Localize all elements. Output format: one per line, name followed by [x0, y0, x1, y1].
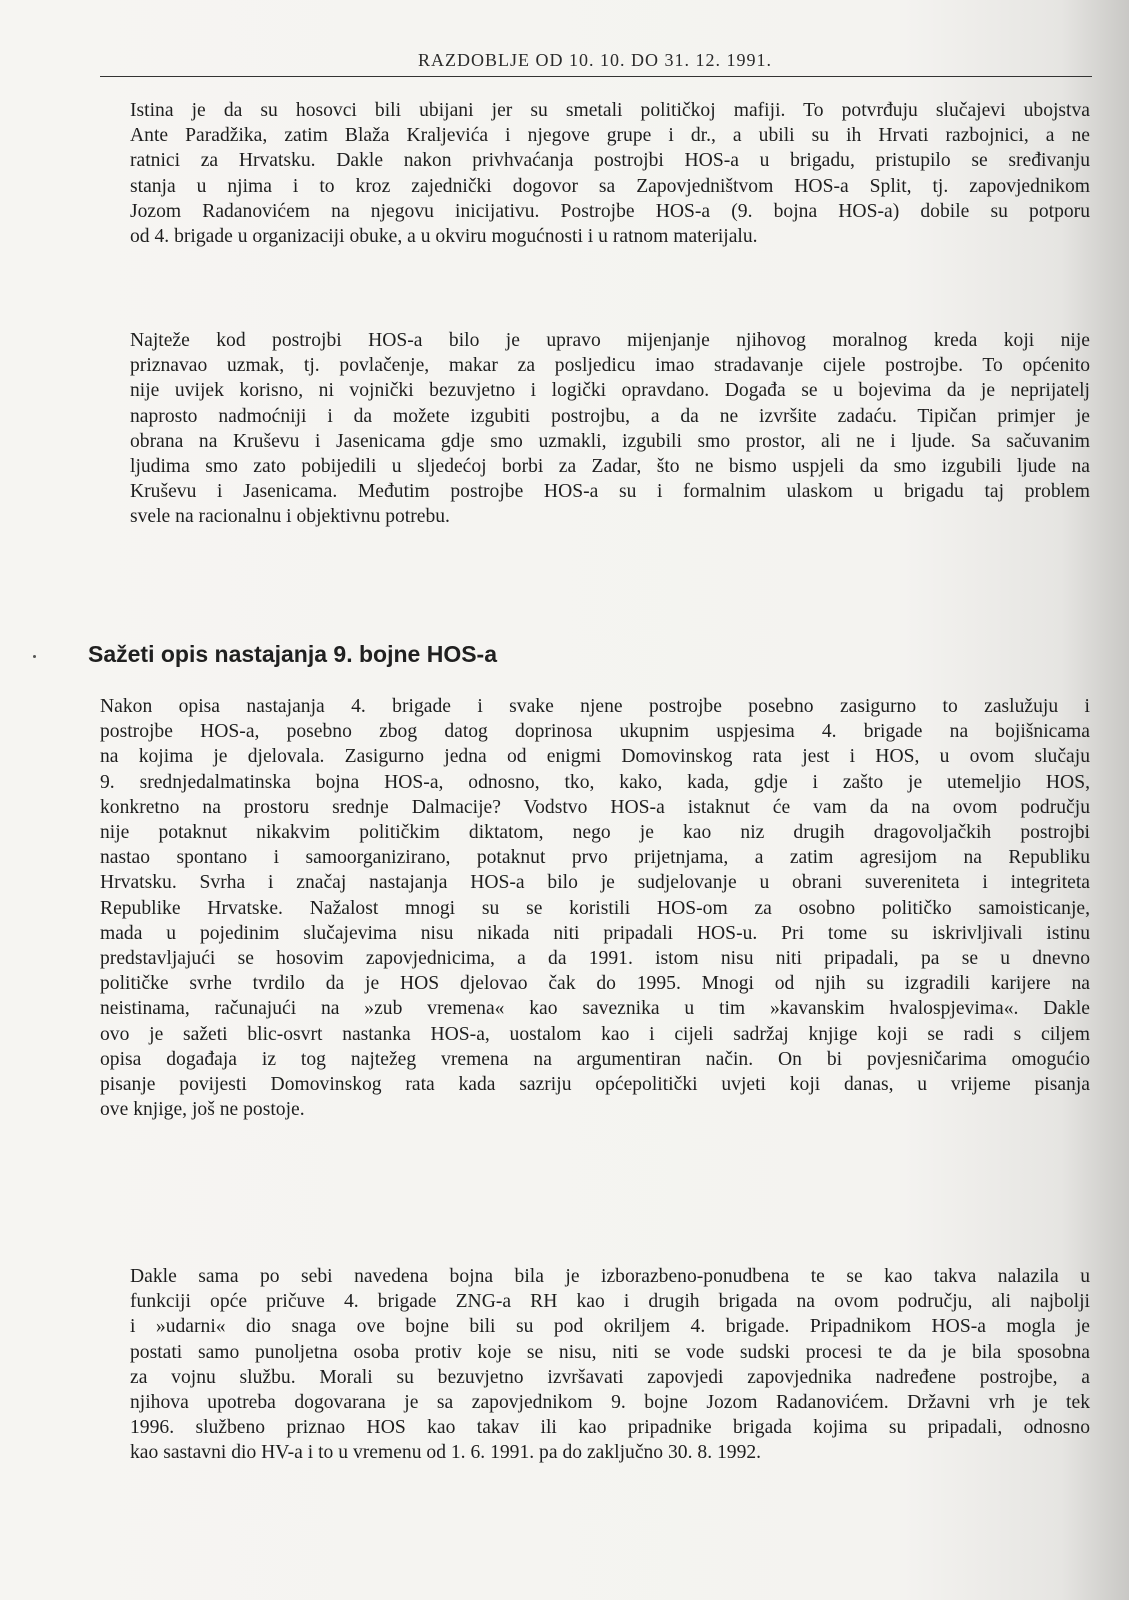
margin-mark: [33, 655, 36, 658]
text-line: mada u pojedinim slučajevima nisu nikada niti pripadali HOS-u. Pri tome su iskrivljivali istinu: [100, 922, 1090, 944]
text-line: kao sastavni dio HV-a i to u vremenu od 1. 6. 1991. pa do zaključno 30. 8. 1992.: [130, 1442, 762, 1464]
text-line: pisanje povijesti Domovinskog rata kada sazriju općepolitički uvjeti koji danas, u vrijeme pisanja: [100, 1074, 1090, 1096]
text-line: od 4. brigade u organizaciji obuke, a u okviru mogućnosti i u ratnom materijalu.: [130, 226, 758, 248]
paragraph-1: [100, 98, 1090, 249]
text-line: Ante Paradžika, zatim Blaža Kraljevića i njegove grupe i dr., a ubili su ih Hrvati razbojnici, a ne: [130, 125, 1090, 147]
text-line: za vojnu službu. Morali su bezuvjetno izvršavati zapovjedi zapovjednika nadređene postrojbe, a: [130, 1366, 1090, 1388]
text-line: naprosto nadmoćniji i da možete izgubiti postrojbu, a da ne izvršite zadaću. Tipičan primjer je: [130, 405, 1090, 427]
text-line: postati samo punoljetna osoba protiv koje se nisu, niti se vode sudski procesi te da je bila sposobna: [130, 1341, 1090, 1363]
text-line: na kojima je djelovala. Zasigurno jedna od enigmi Domovinskog rata jest i HOS, u ovom slučaju: [100, 746, 1090, 768]
text-line: Istina je da su hosovci bili ubijani jer su smetali političkoj mafiji. To potvrđuju slučajevi ubojstva: [130, 100, 1090, 121]
text-line: Kruševu i Jasenicama. Međutim postrojbe HOS-a su i formalnim ulaskom u brigadu taj problem: [130, 481, 1090, 503]
text-line: ovo je sažeti blic-osvrt nastanka HOS-a, uostalom kao i cijeli sadržaj knjige koji se radi s ciljem: [100, 1023, 1090, 1045]
text-line: ratnici za Hrvatsku. Dakle nakon privhvaćanja postrojbi HOS-a u brigadu, pristupilo se sređivanju: [130, 150, 1090, 172]
paragraph-3: [100, 694, 1090, 1122]
section-heading: Sažeti opis nastajanja 9. bojne HOS-a: [88, 641, 498, 667]
text-line: funkciji opće pričuve 4. brigade ZNG-a RH kao i drugih brigada na ovom području, ali najbolji: [130, 1291, 1090, 1313]
paragraph-2: [100, 328, 1090, 530]
running-header: RAZDOBLJE OD 10. 10. DO 31. 12. 1991.: [418, 50, 772, 70]
header-rule: [100, 76, 1092, 77]
text-line: Dakle sama po sebi navedena bojna bila je izborazbeno-ponudbena te se kao takva nalazila u: [130, 1266, 1090, 1287]
text-line: stanja u njima i to kroz zajednički dogovor sa Zapovjedništvom HOS-a Split, tj. zapovjednikom: [130, 175, 1090, 197]
text-line: Republike Hrvatske. Nažalost mnogi su se koristili HOS-om za osobno političko samoisticanje,: [100, 897, 1090, 919]
text-line: opisa događaja iz tog najtežeg vremena na argumentiran način. On bi povjesničarima omogućio: [100, 1048, 1090, 1070]
text-line: Hrvatsku. Svrha i značaj nastajanja HOS-a bilo je sudjelovanje u obrani suvereniteta i integriteta: [100, 872, 1090, 894]
text-line: svele na racionalnu i objektivnu potrebu.: [130, 506, 450, 528]
text-line: neistinama, računajući na »zub vremena« kao saveznika u tim »kavanskim hvalospjevima«. Dakle: [100, 998, 1090, 1020]
text-line: priznavao uzmak, tj. povlačenje, makar za posljedicu imao stradavanje cijele postrojbe. To općenito: [130, 355, 1090, 377]
text-line: ljudima smo zato pobijedili u sljedećoj borbi za Zadar, što ne bismo uspjeli da smo izgubili ljude na: [130, 456, 1090, 478]
paragraph-4: [100, 1264, 1090, 1466]
text-line: konkretno na prostoru srednje Dalmacije? Vodstvo HOS-a istaknut će vam da na ovom području: [100, 796, 1090, 818]
text-line: 9. srednjedalmatinska bojna HOS-a, odnosno, tko, kako, kada, gdje i zašto je utemeljio HOS,: [100, 771, 1090, 793]
text-line: postrojbe HOS-a, posebno zbog datog doprinosa ukupnim uspjesima 4. brigade na bojišnicama: [100, 721, 1090, 743]
text-line: i »udarni« dio snaga ove bojne bili su pod okriljem 4. brigade. Pripadnikom HOS-a mogla je: [130, 1316, 1090, 1338]
text-line: političke svrhe tvrdilo da je HOS djelovao čak do 1995. Mnogi od njih su izgradili karijere na: [100, 973, 1090, 995]
text-line: nije uvijek korisno, ni vojnički bezuvjetno i logički opravdano. Događa se u bojevima da je neprijatelj: [130, 380, 1090, 402]
text-line: 1996. službeno priznao HOS kao takav ili kao pripadnike brigada kojima su pripadali, odnosno: [130, 1417, 1090, 1439]
text-line: ove knjige, još ne postoje.: [100, 1099, 305, 1121]
text-line: nastao spontano i samoorganizirano, potaknut prvo prijetnjama, a zatim agresijom na Republiku: [100, 847, 1090, 869]
text-line: Nakon opisa nastajanja 4. brigade i svake njene postrojbe posebno zasigurno to zaslužuju i: [100, 696, 1090, 717]
text-line: njihova upotreba dogovarana je sa zapovjednikom 9. bojne Jozom Radanovićem. Državni vrh je tek: [130, 1392, 1090, 1414]
text-line: predstavljajući se hosovim zapovjednicima, a da 1991. istom nisu niti pripadali, pa se u dnevno: [100, 948, 1090, 970]
text-line: Jozom Radanovićem na njegovu inicijativu. Postrojbe HOS-a (9. bojna HOS-a) dobile su potporu: [130, 200, 1090, 222]
text-line: Najteže kod postrojbi HOS-a bilo je upravo mijenjanje njihovog moralnog kreda koji nije: [130, 330, 1090, 351]
text-line: obrana na Kruševu i Jasenicama gdje smo uzmakli, izgubili smo prostor, ali ne i ljude. Sa sačuvanim: [130, 430, 1090, 452]
text-line: nije potaknut nikakvim političkim diktatom, nego je kao niz drugih dragovoljačkih postrojbi: [100, 822, 1090, 844]
